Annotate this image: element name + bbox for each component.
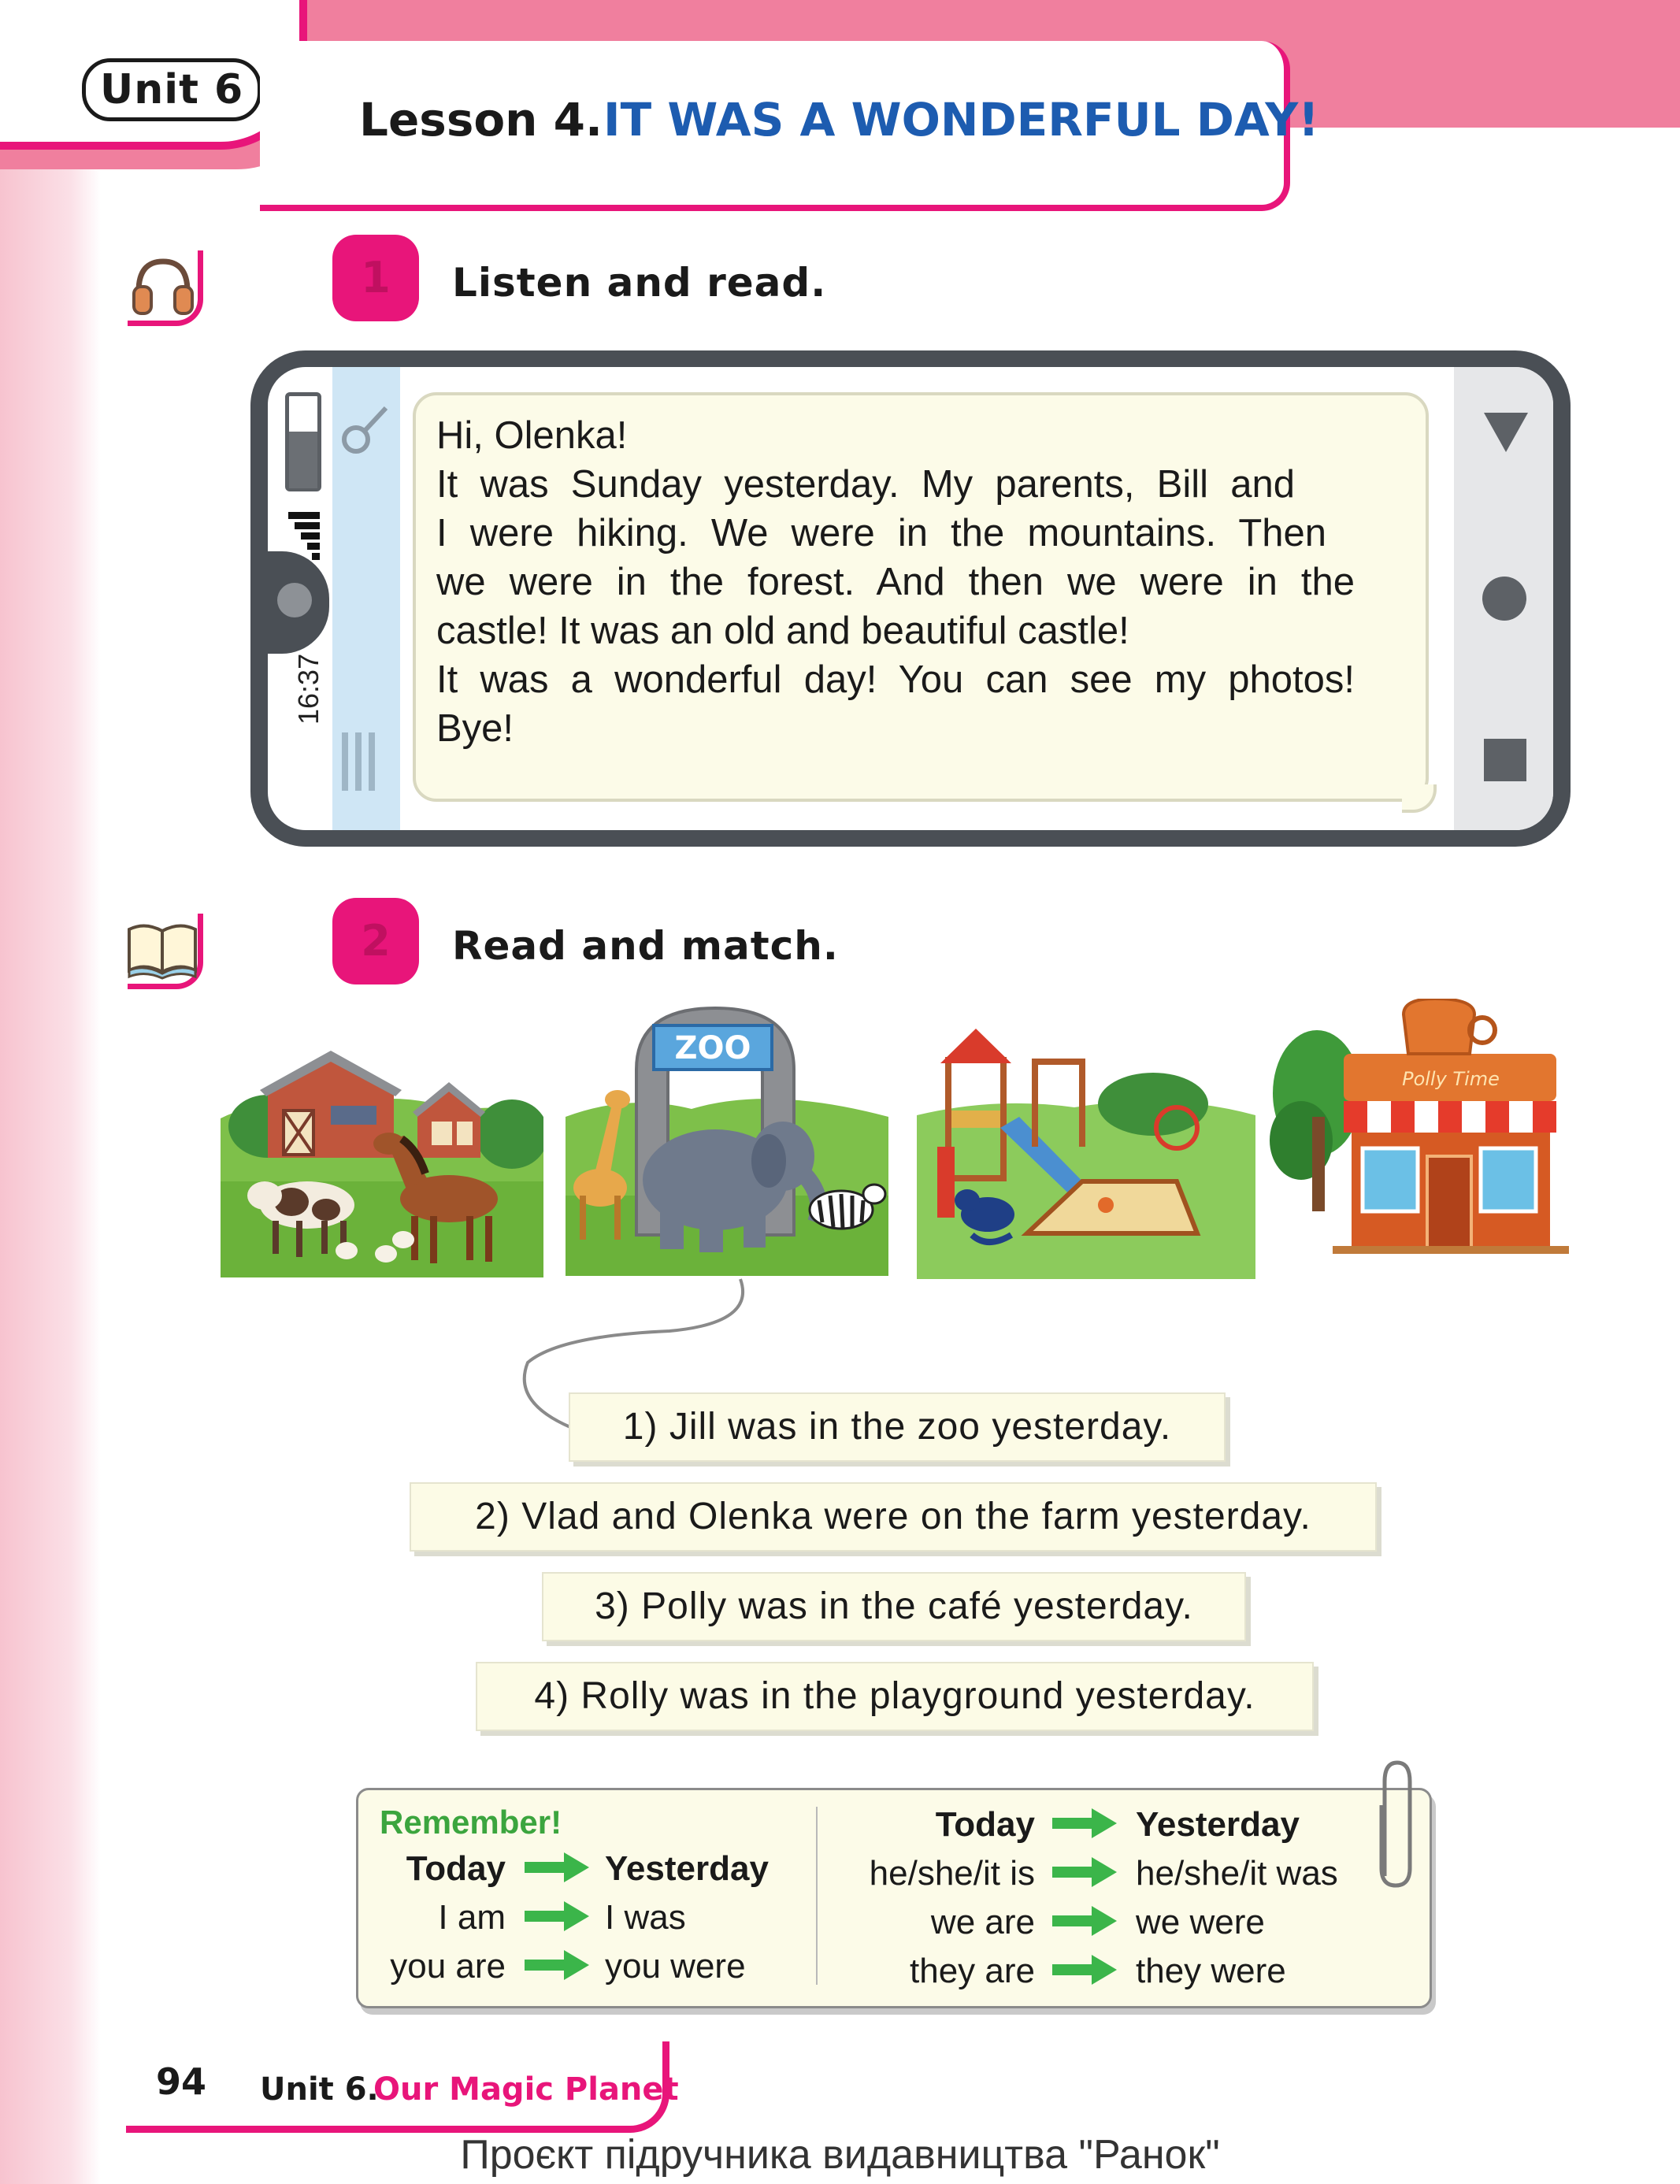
exercise-1-number: 1 — [332, 235, 419, 321]
right-row-3-yesterday: they were — [1136, 1952, 1286, 1990]
green-arrow-icon — [1051, 1953, 1118, 1986]
message-line: we were in the forest. And then we were in the — [436, 561, 1355, 603]
green-arrow-icon — [523, 1900, 591, 1933]
message-line: It was Sunday yesterday. My parents, Bill and — [436, 463, 1295, 506]
sentence-2[interactable]: 2) Vlad and Olenka were on the farm yesterday. — [410, 1482, 1377, 1552]
nav-back-icon[interactable] — [1484, 413, 1528, 452]
message-bubble — [413, 392, 1429, 802]
right-row-2-today: we are — [930, 1903, 1035, 1941]
green-arrow-icon — [1051, 1856, 1118, 1889]
playground-picture[interactable] — [917, 1029, 1255, 1279]
green-arrow-icon — [523, 1949, 591, 1982]
camera-dot — [277, 583, 312, 617]
message-line: I were hiking. We were in the mountains. Then — [436, 512, 1326, 554]
zoo-sign: ZOO — [674, 1030, 751, 1066]
menu-lines-icon — [342, 732, 382, 795]
sentence-3[interactable]: 3) Polly was in the café yesterday. — [542, 1572, 1246, 1641]
sentence-4[interactable]: 4) Rolly was in the playground yesterday. — [476, 1662, 1314, 1731]
headphones-icon — [128, 250, 198, 321]
left-row-2-today: you are — [390, 1947, 506, 1986]
remember-divider — [816, 1807, 818, 1985]
right-row-3-today: they are — [910, 1952, 1035, 1990]
phone-clock: 16:37 — [292, 653, 325, 725]
paperclip-icon — [1372, 1758, 1419, 1892]
footer-unit-name: Our Magic Planet — [373, 2071, 679, 2108]
nav-home-icon[interactable] — [1482, 577, 1526, 621]
left-row-1-yesterday: I was — [605, 1898, 686, 1937]
message-line: castle! It was an old and beautiful castle! — [436, 610, 1129, 652]
page-number: 94 — [156, 2060, 207, 2103]
remember-title: Remember! — [380, 1804, 562, 1841]
nav-recent-icon[interactable] — [1484, 739, 1526, 781]
lesson-label: Lesson 4. — [359, 93, 603, 146]
page-side-strip — [0, 0, 101, 2184]
publisher-note: Проєкт підручника видавництва "Ранок" — [460, 2132, 1220, 2178]
exercise-2-instruction: Read and match. — [452, 923, 839, 969]
open-book-icon — [126, 918, 198, 981]
right-head-today: Today — [935, 1805, 1035, 1844]
unit-badge: Unit 6 — [82, 58, 261, 121]
left-head-yesterday: Yesterday — [605, 1849, 769, 1888]
battery-level — [289, 432, 317, 488]
right-row-2-yesterday: we were — [1136, 1903, 1265, 1941]
key-icon — [339, 400, 391, 457]
message-line: Hi, Olenka! — [436, 414, 628, 457]
signal-icon — [288, 512, 320, 563]
footer-unit-label: Unit 6. — [260, 2071, 379, 2108]
left-head-today: Today — [406, 1849, 506, 1888]
right-head-yesterday: Yesterday — [1136, 1805, 1300, 1844]
green-arrow-icon — [523, 1851, 591, 1884]
cafe-sign: Polly Time — [1402, 1068, 1500, 1090]
sentence-1[interactable]: 1) Jill was in the zoo yesterday. — [569, 1392, 1226, 1462]
right-row-1-today: he/she/it is — [869, 1854, 1035, 1893]
exercise-1-icon-frame — [128, 250, 203, 326]
lesson-title: IT WAS A WONDERFUL DAY! — [603, 93, 1319, 146]
farm-picture[interactable] — [221, 1024, 543, 1277]
left-row-1-today: I am — [438, 1898, 506, 1937]
zoo-picture[interactable] — [566, 999, 888, 1276]
message-line: It was a wonderful day! You can see my photos! — [436, 658, 1355, 701]
exercise-2-icon-frame — [128, 914, 203, 989]
green-arrow-icon — [1051, 1904, 1118, 1937]
right-row-1-yesterday: he/she/it was — [1136, 1854, 1338, 1893]
message-line: Bye! — [436, 707, 514, 750]
exercise-1-instruction: Listen and read. — [452, 260, 827, 306]
exercise-2-number: 2 — [332, 898, 419, 984]
cafe-picture[interactable] — [1270, 999, 1569, 1274]
green-arrow-icon — [1051, 1807, 1118, 1840]
left-row-2-yesterday: you were — [605, 1947, 746, 1986]
